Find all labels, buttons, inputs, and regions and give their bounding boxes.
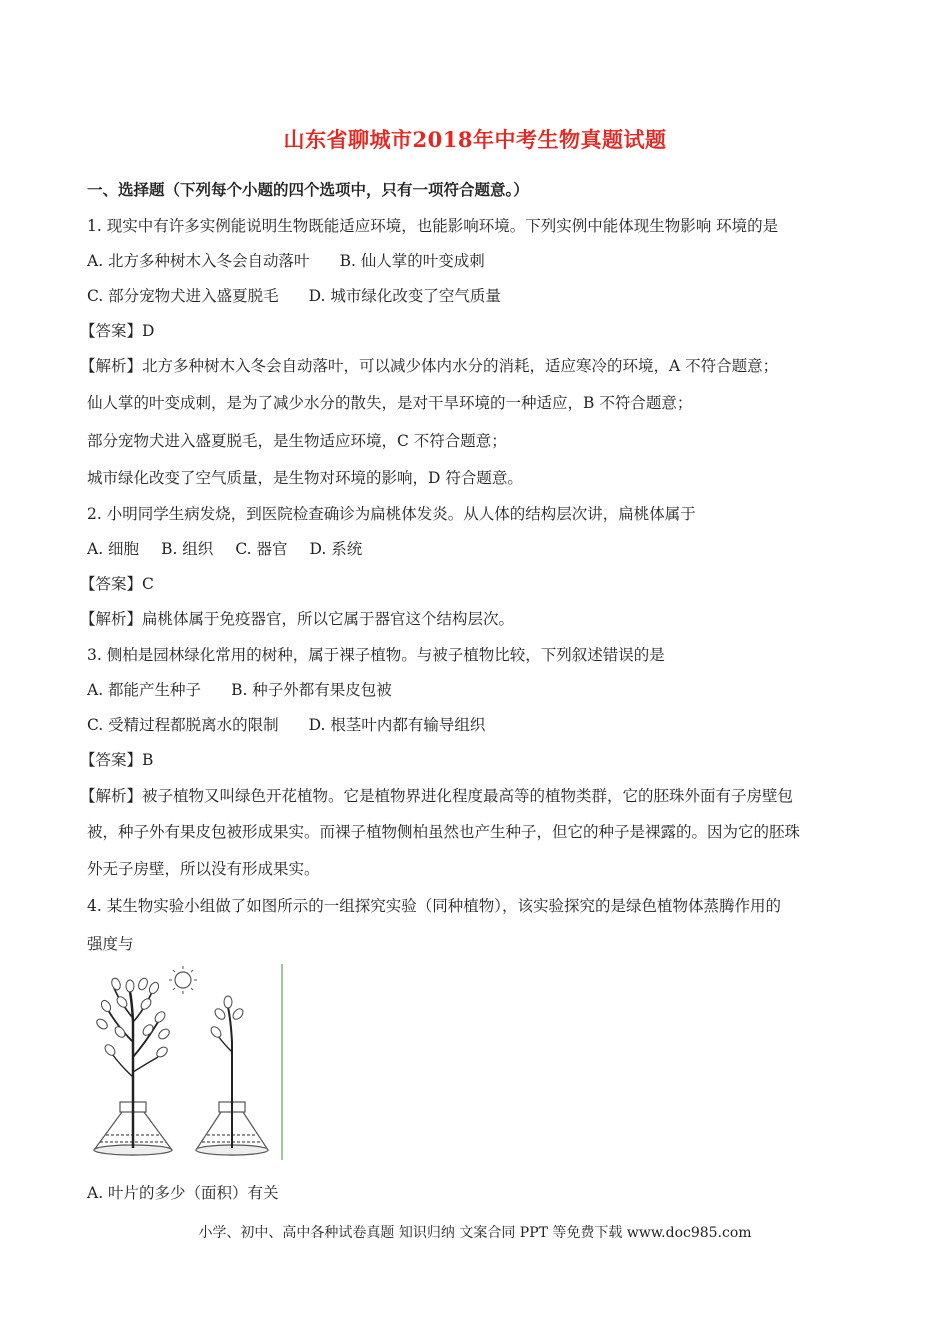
q4-option-a: A. 叶片的多少（面积）有关: [87, 1184, 279, 1202]
q2-analysis-1: 【解析】扁桃体属于免疫器官，所以它属于器官这个结构层次。: [80, 610, 515, 628]
q4-stem-line-1: 4. 某生物实验小组做了如图所示的一组探究实验（同种植物），该实验探究的是绿色植物体蒸腾作用的: [87, 897, 781, 915]
q3-option-c: C. 受精过程都脱离水的限制: [87, 716, 279, 734]
q1-analysis-4: 城市绿化改变了空气质量，是生物对环境的影响，D 符合题意。: [87, 469, 523, 487]
sun-icon: [169, 966, 197, 994]
q2-option-c: C. 器官: [235, 540, 288, 558]
q2-option-d: D. 系统: [309, 540, 363, 558]
q3-option-d: D. 根茎叶内都有输导组织: [308, 716, 486, 734]
q2-options-row: [87, 539, 362, 559]
leaves-right: [209, 996, 245, 1039]
q3-option-b: B. 种子外都有果皮包被: [231, 681, 392, 699]
q3-answer: 【答案】B: [80, 751, 154, 769]
q1-option-d: D. 城市绿化改变了空气质量: [308, 287, 501, 305]
q1-answer: 【答案】D: [80, 322, 155, 340]
q3-analysis-1: 【解析】被子植物又叫绿色开花植物。它是植物界进化程度最高等的植物类群，它的胚珠外面有子房壁包: [80, 787, 794, 805]
flask-plants-illustration: [86, 962, 286, 1162]
q1-analysis-3: 部分宠物犬进入盛夏脱毛，是生物适应环境，C 不符合题意；: [87, 432, 507, 450]
plant-few-leaves: [218, 1007, 232, 1148]
q1-analysis-1: 【解析】北方多种树木入冬会自动落叶，可以减少体内水分的消耗，适应寒冷的环境，A 不符合题意；: [80, 357, 779, 375]
q1-analysis-2: 仙人掌的叶变成刺，是为了减少水分的散失，是对干旱环境的一种适应，B 不符合题意；: [87, 394, 693, 412]
q3-options-row-1: [87, 680, 392, 700]
q3-analysis-3: 外无子房壁，所以没有形成果实。: [87, 860, 320, 878]
page-title: 山东省聊城市2018年中考生物真题试题: [283, 127, 667, 152]
q1-option-b: B. 仙人掌的叶变成刺: [339, 252, 485, 270]
q1-options-row-1: [87, 251, 485, 271]
q3-options-row-2: [87, 715, 485, 735]
footer-text: 小学、初中、高中各种试卷真题 知识归纳 文案合同 PPT 等免费下载 www.doc985.com: [198, 1225, 752, 1241]
q3-analysis-2: 被，种子外有果皮包被形成果实。而裸子植物侧柏虽然也产生种子，但它的种子是裸露的。因为它的胚珠: [87, 823, 801, 841]
q1-option-c: C. 部分宠物犬进入盛夏脱毛: [87, 287, 279, 305]
plant-many-leaves: [108, 988, 158, 1148]
q2-option-b: B. 组织: [161, 540, 214, 558]
q3-stem: 3. 侧柏是园林绿化常用的树种，属于裸子植物。与被子植物比较，下列叙述错误的是: [87, 646, 665, 664]
experiment-figure: [86, 962, 286, 1162]
q1-stem: 1. 现实中有许多实例能说明生物既能适应环境，也能影响环境。下列实例中能体现生物影响 环境的是: [87, 217, 779, 235]
q2-option-a: A. 细胞: [87, 540, 140, 558]
q2-answer: 【答案】C: [80, 575, 154, 593]
q4-stem-line-2: 强度与: [87, 935, 134, 953]
q2-stem: 2. 小明同学生病发烧，到医院检查确诊为扁桃体发炎。从人体的结构层次讲，扁桃体属于: [87, 505, 696, 523]
q1-option-a: A. 北方多种树木入冬会自动落叶: [87, 252, 310, 270]
q1-options-row-2: [87, 286, 501, 306]
q3-option-a: A. 都能产生种子: [87, 681, 202, 699]
section-heading: 一、选择题（下列每个小题的四个选项中，只有一项符合题意。）: [87, 180, 529, 199]
